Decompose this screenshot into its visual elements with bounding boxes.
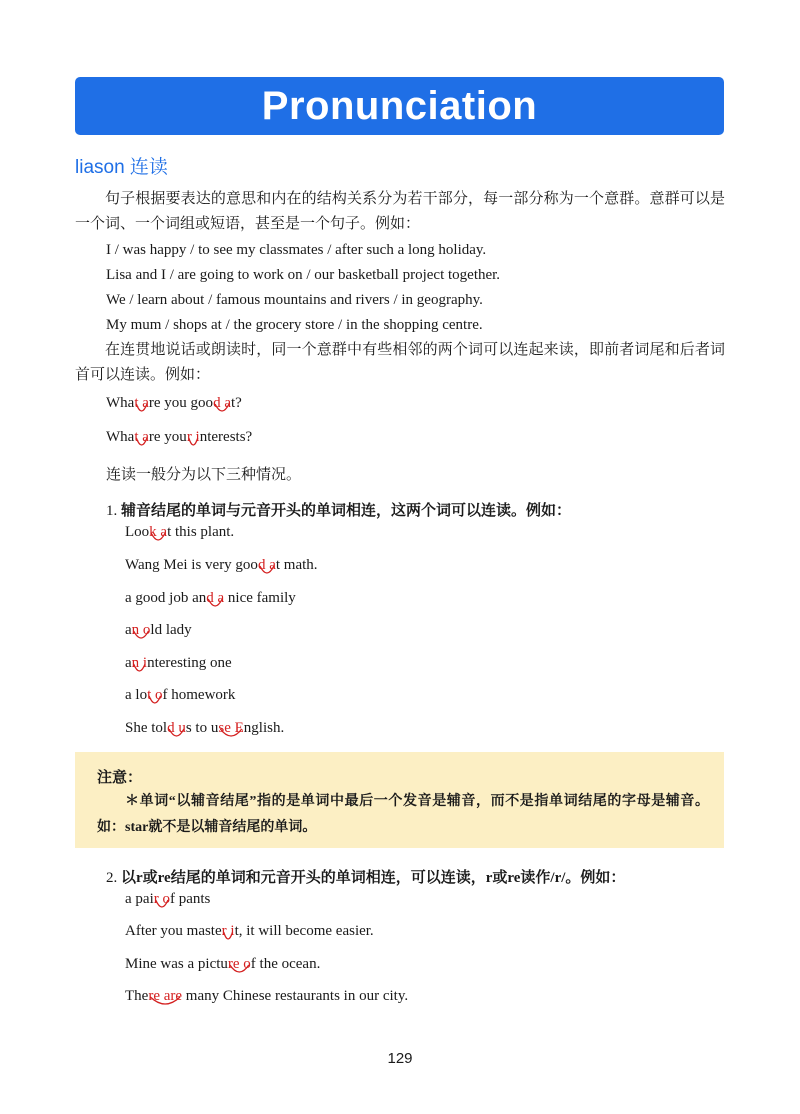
example-sentence: We / learn about / famous mountains and rivers / in geography. — [106, 292, 483, 308]
rule-1-heading: 1. 辅音结尾的单词与元音开头的单词相连，这两个词可以连读。例如： — [106, 503, 572, 519]
linked-pair: r i — [186, 429, 200, 445]
example-sentence: Lisa and I / are going to work on / our basketball project together. — [106, 267, 501, 283]
linked-example: a good job and a nice family — [125, 590, 296, 606]
linked-pair: n i — [131, 655, 148, 671]
linked-example: Wang Mei is very good at math. — [125, 557, 318, 573]
summary-text: 连读一般分为以下三种情况。 — [106, 467, 302, 483]
note-title: 注意： — [97, 768, 143, 786]
section-title: liason 连读 — [75, 157, 168, 178]
linked-pair: d a — [213, 395, 231, 411]
linked-example: After you master it, it will become easier. — [125, 923, 374, 939]
rule-2-heading: 2. 以r或re结尾的单词和元音开头的单词相连，可以连读，r或re读作/r/。例如： — [106, 870, 626, 886]
note-box — [75, 752, 724, 848]
linked-example: Look at this plant. — [125, 524, 235, 540]
linked-pair: re o — [227, 956, 251, 972]
linked-pair: k a — [149, 524, 168, 540]
title-banner — [75, 77, 724, 135]
linked-pair: n o — [131, 622, 151, 638]
linked-example: an old lady — [125, 622, 192, 638]
linked-pair: r i — [221, 923, 235, 939]
linked-example: What are you good at? — [106, 395, 242, 411]
linked-pair: re are — [148, 988, 183, 1004]
linked-pair: se E — [218, 720, 244, 736]
note-text: ＊单词“以辅音结尾”指的是单词中最后一个发音是辅音，而不是指单词结尾的字母是辅音。如：star就不是以辅音结尾的单词。 — [97, 794, 709, 835]
linked-example: There are many Chinese restaurants in our city. — [125, 988, 409, 1004]
linked-example: What are your interests? — [106, 429, 253, 445]
example-sentence: My mum / shops at / the grocery store / in the shopping centre. — [106, 317, 483, 333]
linked-example: Mine was a picture of the ocean. — [125, 956, 321, 972]
linked-pair: t o — [147, 687, 163, 703]
example-sentence: I / was happy / to see my classmates / after such a long holiday. — [106, 242, 487, 258]
linked-example: an interesting one — [125, 655, 232, 671]
linked-example: She told us to use English. — [125, 720, 285, 736]
linked-pair: t a — [134, 395, 149, 411]
intro-paragraph: 句子根据要表达的意思和内在的结构关系分为若干部分，每一部分称为一个意群。意群可以是一个词、一个词组或短语，甚至是一个句子。例如： — [75, 191, 725, 232]
linked-example: a pair of pants — [125, 891, 211, 907]
page-number: 129 — [387, 1050, 413, 1067]
page-title: Pronunciation — [261, 83, 538, 128]
linked-pair: d u — [167, 720, 186, 736]
intro-paragraph-2: 在连贯地说话或朗读时，同一个意群中有些相邻的两个词可以连起来读，即前者词尾和后者词首可以连读。例如： — [75, 342, 725, 383]
linked-pair: d a — [257, 557, 276, 573]
linked-example: a lot of homework — [125, 687, 236, 703]
linked-pair: d a — [206, 590, 225, 606]
linked-pair: r o — [153, 891, 170, 907]
linked-pair: t a — [134, 429, 149, 445]
